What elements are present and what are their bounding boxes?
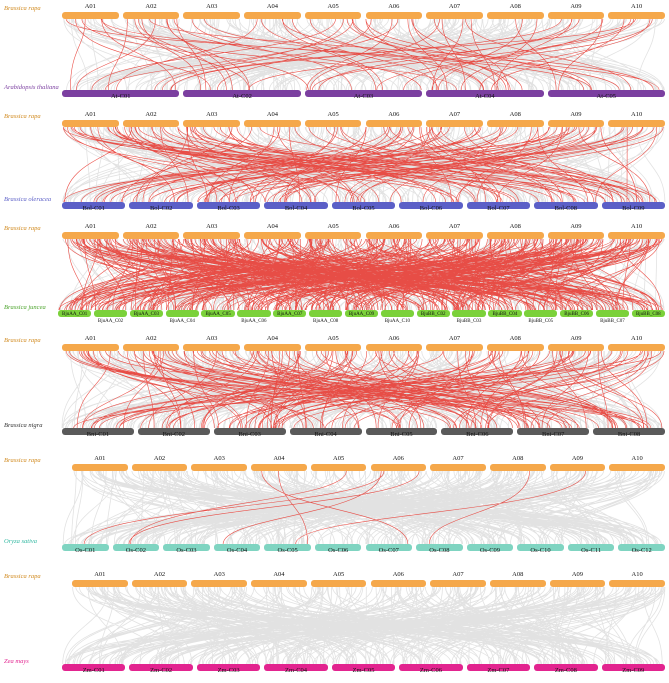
chromosome-label-bottom: Bni-C05	[390, 431, 413, 438]
chromosome-label-top: A03	[213, 455, 225, 462]
chromosome-label-top: A06	[388, 223, 400, 230]
chromosome-band-top[interactable]	[123, 344, 180, 351]
chromosome-band-top[interactable]	[490, 464, 546, 471]
chromosome-label-top: A10	[631, 3, 643, 10]
species-label-top: Brassica rapa	[4, 573, 41, 580]
chromosome-band-top[interactable]	[62, 120, 119, 127]
chromosome-label-bottom: BjuAA_C09	[348, 312, 375, 317]
species-label-bottom: Oryza sativa	[4, 538, 38, 545]
chromosome-band-top[interactable]	[608, 344, 665, 351]
chromosome-label-top: A03	[206, 223, 218, 230]
chromosome-label-top: A04	[266, 3, 279, 10]
chromosome-label-bottom: BjuAA_C06	[241, 319, 267, 324]
chromosome-band-top[interactable]	[191, 580, 247, 587]
chromosome-label-top: A08	[509, 223, 521, 230]
chromosome-label-top: A05	[327, 335, 339, 342]
chromosome-label-bottom: Os-C06	[328, 547, 349, 554]
chromosome-band-top[interactable]	[305, 344, 362, 351]
chromosome-band-top[interactable]	[305, 120, 362, 127]
chromosome-band-top[interactable]	[426, 344, 483, 351]
chromosome-label-top: A02	[145, 335, 157, 342]
chromosome-band-top[interactable]	[487, 120, 544, 127]
chromosome-band-top[interactable]	[72, 580, 128, 587]
chromosome-band-top[interactable]	[311, 464, 367, 471]
chromosome-band-top[interactable]	[487, 344, 544, 351]
chromosome-band-top[interactable]	[183, 120, 240, 127]
chromosome-label-bottom: At-C03	[353, 93, 374, 100]
chromosome-band-top[interactable]	[550, 464, 606, 471]
chromosome-label-bottom: Bol-C09	[622, 205, 645, 212]
chromosome-label-top: A02	[145, 111, 157, 118]
chromosome-label-top: A07	[448, 3, 461, 10]
chromosome-band-top[interactable]	[366, 12, 423, 19]
chromosome-label-bottom: Zm-C09	[622, 667, 645, 674]
chromosome-label-bottom: BjuBB_C08	[635, 312, 661, 317]
chromosome-band-top[interactable]	[366, 344, 423, 351]
chromosome-band-top[interactable]	[490, 580, 546, 587]
chromosome-label-top: A07	[448, 223, 461, 230]
chromosome-band-top[interactable]	[548, 12, 605, 19]
chromosome-label-bottom: Bni-C04	[314, 431, 337, 438]
chromosome-band-top[interactable]	[305, 12, 362, 19]
chromosome-band-top[interactable]	[371, 464, 427, 471]
chromosome-label-bottom: Zm-C08	[554, 667, 577, 674]
chromosome-label-bottom: Os-C07	[378, 547, 399, 554]
chromosome-label-top: A10	[631, 223, 643, 230]
chromosome-label-bottom: BjuBB_C06	[564, 312, 589, 317]
chromosome-band-top[interactable]	[183, 12, 240, 19]
chromosome-label-top: A10	[631, 571, 643, 578]
chromosome-label-bottom: Bni-C02	[162, 431, 186, 438]
chromosome-band-top[interactable]	[550, 580, 606, 587]
chromosome-label-bottom: BjuAA_C05	[205, 312, 231, 317]
chromosome-label-bottom: Zm-C03	[217, 667, 240, 674]
chromosome-label-top: A01	[84, 223, 96, 230]
chromosome-label-bottom: BjuBB_C04	[492, 312, 518, 317]
chromosome-label-top: A04	[266, 335, 279, 342]
chromosome-label-bottom: At-C01	[110, 93, 131, 100]
chromosome-label-bottom: Bni-C06	[466, 431, 489, 438]
species-label-bottom: Brassica oleracea	[4, 196, 52, 203]
chromosome-label-top: A04	[273, 455, 285, 462]
chromosome-band-top[interactable]	[609, 464, 665, 471]
chromosome-band-top[interactable]	[487, 12, 544, 19]
chromosome-band-top[interactable]	[430, 464, 486, 471]
chromosome-band-top[interactable]	[608, 232, 665, 239]
chromosome-label-bottom: At-C05	[596, 93, 617, 100]
species-label-bottom: Brassica nigra	[4, 422, 43, 429]
chromosome-label-bottom: Bni-C01	[86, 431, 110, 438]
chromosome-band-top[interactable]	[609, 580, 665, 587]
chromosome-label-bottom: Bni-C03	[238, 431, 261, 438]
chromosome-label-top: A03	[206, 3, 218, 10]
chromosome-label-bottom: Os-C12	[631, 547, 652, 554]
chromosome-label-top: A10	[631, 335, 643, 342]
chromosome-label-bottom: Bol-C07	[487, 205, 510, 212]
species-label-top: Brassica rapa	[4, 457, 41, 464]
chromosome-label-top: A09	[570, 223, 582, 230]
chromosome-label-top: A02	[153, 571, 166, 578]
chromosome-label-top: A06	[388, 111, 400, 118]
panel-brassica-oleracea	[0, 108, 669, 220]
chromosome-band-top[interactable]	[183, 344, 240, 351]
chromosome-label-top: A01	[84, 335, 96, 342]
chromosome-label-bottom: BjuBB_C03	[456, 319, 482, 324]
chromosome-label-top: A08	[512, 571, 524, 578]
species-label-bottom: Brassica juncea	[4, 304, 46, 311]
chromosome-band-top[interactable]	[244, 120, 301, 127]
chromosome-label-bottom: BjuAA_C10	[384, 319, 410, 324]
chromosome-band-top[interactable]	[62, 232, 119, 239]
chromosome-label-top: A09	[570, 335, 582, 342]
chromosome-label-bottom: Bol-C02	[149, 205, 173, 212]
chromosome-label-bottom: BjuAA_C01	[62, 312, 88, 317]
chromosome-label-top: A07	[452, 455, 464, 462]
chromosome-label-top: A09	[571, 571, 584, 578]
chromosome-label-top: A08	[509, 111, 521, 118]
chromosome-label-bottom: Zm-C06	[419, 667, 442, 674]
chromosome-label-top: A09	[571, 455, 584, 462]
species-label-bottom: Arabidopsis thaliana	[4, 84, 59, 91]
chromosome-label-bottom: BjuAA_C07	[277, 312, 303, 317]
chromosome-band-top[interactable]	[608, 120, 665, 127]
chromosome-label-bottom: Zm-C07	[487, 667, 510, 674]
chromosome-band-top[interactable]	[251, 464, 307, 471]
chromosome-label-top: A03	[206, 335, 218, 342]
chromosome-band-top[interactable]	[123, 232, 180, 239]
species-label-top: Brassica rapa	[4, 5, 41, 12]
chromosome-label-bottom: Bol-C03	[217, 205, 240, 212]
chromosome-label-bottom: Os-C11	[581, 547, 602, 554]
chromosome-label-top: A03	[213, 571, 225, 578]
chromosome-band-top[interactable]	[183, 232, 240, 239]
chromosome-label-top: A01	[94, 455, 106, 462]
chromosome-band-top[interactable]	[244, 344, 301, 351]
chromosome-label-bottom: Os-C01	[75, 547, 96, 554]
chromosome-label-top: A09	[570, 3, 582, 10]
species-label-bottom: Zea mays	[4, 658, 29, 665]
chromosome-label-top: A05	[333, 455, 345, 462]
chromosome-label-bottom: Bol-C01	[82, 205, 105, 212]
chromosome-label-bottom: BjuBB_C07	[600, 319, 625, 324]
chromosome-label-bottom: BjuAA_C02	[97, 319, 124, 324]
chromosome-band-top[interactable]	[123, 12, 180, 19]
chromosome-label-top: A05	[327, 111, 339, 118]
chromosome-label-top: A07	[452, 571, 464, 578]
chromosome-label-bottom: Zm-C02	[150, 667, 173, 674]
chromosome-band-top[interactable]	[311, 580, 367, 587]
chromosome-label-bottom: Os-C04	[226, 547, 248, 554]
chromosome-label-top: A06	[388, 3, 400, 10]
chromosome-band-top[interactable]	[123, 120, 180, 127]
chromosome-label-bottom: Bol-C05	[352, 205, 375, 212]
chromosome-label-bottom: Os-C08	[429, 547, 450, 554]
chromosome-band-top[interactable]	[608, 12, 665, 19]
panel-arabidopsis-thaliana	[0, 0, 669, 108]
chromosome-label-bottom: At-C02	[232, 93, 252, 100]
chromosome-label-bottom: Bni-C07	[541, 431, 565, 438]
chromosome-band-top[interactable]	[548, 120, 605, 127]
chromosome-band-top[interactable]	[487, 232, 544, 239]
species-label-top: Brassica rapa	[4, 225, 41, 232]
chromosome-label-top: A03	[206, 111, 218, 118]
chromosome-label-top: A08	[509, 335, 521, 342]
chromosome-label-bottom: Bol-C08	[554, 205, 578, 212]
chromosome-band-top[interactable]	[371, 580, 427, 587]
chromosome-band-top[interactable]	[62, 12, 119, 19]
chromosome-band-top[interactable]	[132, 464, 188, 471]
species-label-top: Brassica rapa	[4, 337, 41, 344]
chromosome-label-bottom: BjuAA_C04	[169, 319, 195, 324]
chromosome-band-top[interactable]	[244, 232, 301, 239]
chromosome-band-top[interactable]	[366, 120, 423, 127]
chromosome-label-top: A08	[509, 3, 521, 10]
chromosome-label-top: A06	[388, 335, 400, 342]
chromosome-label-bottom: Bol-C06	[419, 205, 443, 212]
chromosome-label-bottom: Bni-C08	[617, 431, 641, 438]
chromosome-label-top: A01	[94, 571, 106, 578]
chromosome-label-top: A06	[392, 455, 404, 462]
chromosome-label-top: A10	[631, 111, 643, 118]
chromosome-label-top: A05	[327, 223, 339, 230]
chromosome-label-bottom: BjuAA_C08	[313, 319, 339, 324]
chromosome-label-bottom: At-C04	[475, 93, 495, 100]
panel-brassica-nigra	[0, 332, 669, 446]
chromosome-label-bottom: BjuBB_C02	[420, 312, 446, 317]
chromosome-label-bottom: Os-C09	[479, 547, 501, 554]
chromosome-label-top: A04	[273, 571, 285, 578]
chromosome-label-bottom: Bol-C04	[284, 205, 308, 212]
chromosome-label-top: A02	[145, 223, 157, 230]
chromosome-label-top: A01	[84, 3, 96, 10]
chromosome-label-top: A10	[631, 455, 643, 462]
chromosome-band-top[interactable]	[62, 344, 119, 351]
chromosome-band-top[interactable]	[72, 464, 128, 471]
chromosome-label-top: A04	[266, 111, 279, 118]
chromosome-band-top[interactable]	[366, 232, 423, 239]
chromosome-label-top: A01	[84, 111, 96, 118]
chromosome-label-top: A06	[392, 571, 404, 578]
chromosome-label-top: A05	[327, 3, 339, 10]
chromosome-label-bottom: Os-C03	[176, 547, 197, 554]
chromosome-band-top[interactable]	[244, 12, 301, 19]
chromosome-band-top[interactable]	[548, 344, 605, 351]
chromosome-band-top[interactable]	[430, 580, 486, 587]
chromosome-band-top[interactable]	[548, 232, 605, 239]
chromosome-label-top: A07	[448, 111, 461, 118]
chromosome-label-top: A05	[333, 571, 345, 578]
chromosome-band-top[interactable]	[132, 580, 188, 587]
chromosome-label-bottom: Os-C02	[125, 547, 146, 554]
panel-zea-mays	[0, 562, 669, 683]
chromosome-label-bottom: Zm-C04	[285, 667, 308, 674]
species-label-top: Brassica rapa	[4, 113, 41, 120]
chromosome-band-top[interactable]	[426, 12, 483, 19]
chromosome-label-top: A09	[570, 111, 582, 118]
chromosome-band-top[interactable]	[426, 120, 483, 127]
chromosome-band-top[interactable]	[251, 580, 307, 587]
chromosome-label-top: A02	[153, 455, 166, 462]
panel-brassica-juncea	[0, 220, 669, 332]
chromosome-label-top: A02	[145, 3, 157, 10]
chromosome-label-top: A08	[512, 455, 524, 462]
chromosome-label-bottom: BjuBB_C05	[528, 319, 554, 324]
chromosome-label-bottom: Os-C05	[277, 547, 298, 554]
chromosome-label-bottom: BjuAA_C03	[133, 312, 160, 317]
panel-oryza-sativa	[0, 446, 669, 562]
chromosome-band-top[interactable]	[426, 232, 483, 239]
chromosome-label-bottom: Zm-C05	[352, 667, 375, 674]
chromosome-band-top[interactable]	[305, 232, 362, 239]
chromosome-label-top: A04	[266, 223, 279, 230]
chromosome-label-bottom: Os-C10	[530, 547, 551, 554]
chromosome-label-top: A07	[448, 335, 461, 342]
chromosome-label-bottom: Zm-C01	[82, 667, 105, 674]
chromosome-band-top[interactable]	[191, 464, 247, 471]
